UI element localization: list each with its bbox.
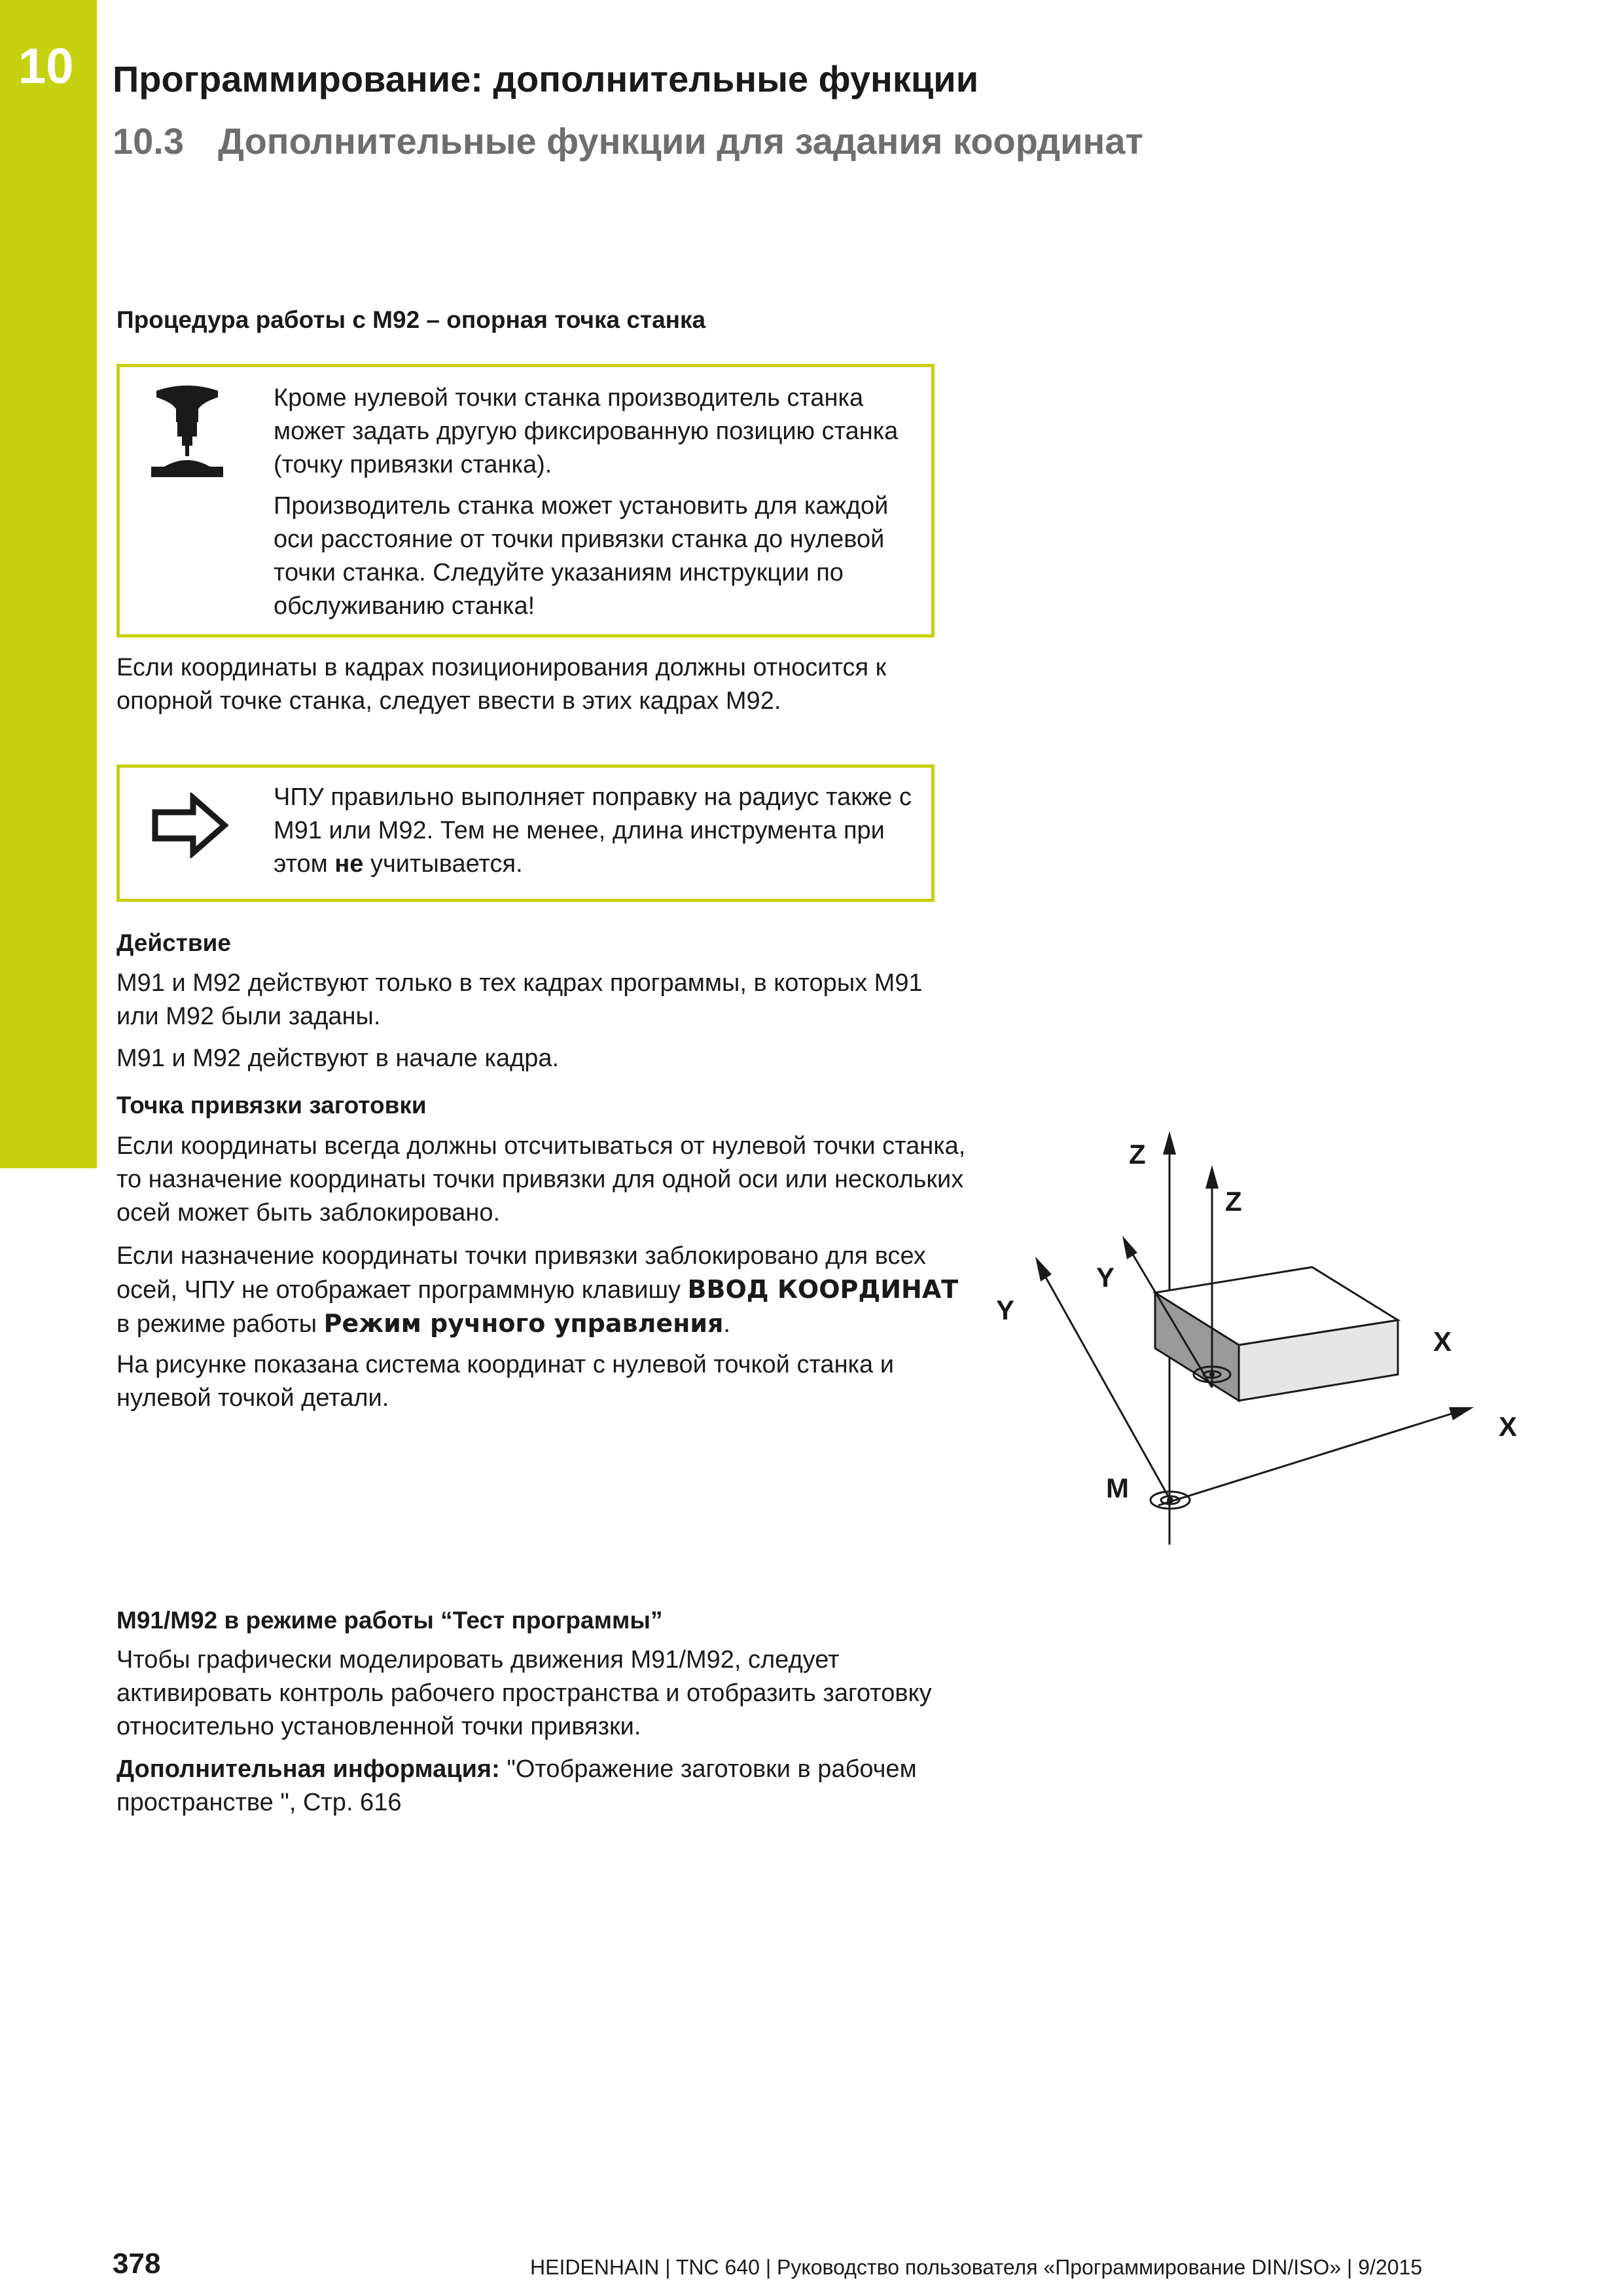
arrow-right-icon <box>151 793 230 861</box>
label-x-machine: X <box>1499 1411 1518 1442</box>
test-run-heading: M91/M92 в режиме работы “Тест программы” <box>116 1607 663 1634</box>
label-x-workpiece: X <box>1433 1326 1452 1357</box>
coordinate-system-figure <box>982 1126 1544 1574</box>
label-y-machine: Y <box>996 1295 1015 1325</box>
workpiece-heading: Точка привязки заготовки <box>116 1092 427 1119</box>
action-heading: Действие <box>116 929 231 956</box>
test-run-paragraph: Чтобы графически моделировать движения M91/M92, следует активировать контроль рабочего пространства и отобразить заготовку относительно установленной точки привязки. <box>116 1646 932 1740</box>
chapter-title: Программирование: дополнительные функции <box>113 58 979 99</box>
info-note-box <box>116 764 935 902</box>
label-z-workpiece: Z <box>1225 1186 1242 1217</box>
procedure-heading: Процедура работы с M92 – опорная точка станка <box>116 306 706 333</box>
machine-note-text <box>274 382 928 623</box>
workpiece-p2-part1: Если назначение координаты точки привязки заблокировано для всех осей, ЧПУ не отображает программную клавишу <box>116 1242 926 1304</box>
workpiece-paragraph-3: На рисунке показана система координат с нулевой точкой станка и нулевой точкой детали. <box>116 1351 894 1412</box>
workpiece-paragraph-2 <box>116 1240 967 1341</box>
machine-note-paragraph-2: Производитель станка может установить для каждой оси расстояние от точки привязки станка до нулевой точки станка. Следуйте указаниям инструкции по обслуживанию станка! <box>274 492 889 620</box>
machine-note-box <box>116 364 935 637</box>
chapter-side-bar <box>0 0 97 1168</box>
more-info-label: Дополнительная информация: <box>116 1755 500 1783</box>
info-note-text <box>274 781 928 881</box>
more-info-paragraph <box>116 1753 967 1820</box>
operating-mode-name: Режим ручного управления <box>323 1309 724 1338</box>
info-note-text-part2: учитывается. <box>363 850 523 878</box>
workpiece-p2-part3: . <box>723 1310 730 1338</box>
info-note-paragraph <box>274 781 928 881</box>
machine-note-paragraph-1: Кроме нулевой точки станка производитель станка может задать другую фиксированную позицию станка (точку привязки станка). <box>274 384 899 478</box>
label-y-workpiece: Y <box>1096 1262 1115 1293</box>
label-m: M <box>1106 1473 1129 1503</box>
workpiece-p2-part2: в режиме работы <box>116 1310 324 1338</box>
info-note-text-part1: ЧПУ правильно выполняет поправку на радиус также с M91 или M92. Тем не менее, длина инструмента при этом <box>274 783 912 878</box>
softkey-name: ВВОД КООРДИНАТ <box>687 1275 959 1304</box>
chapter-number: 10 <box>18 39 74 94</box>
footer-text: HEIDENHAIN | TNC 640 | Руководство пользователя «Программирование DIN/ISO» | 9/2015 <box>530 2255 1423 2279</box>
procedure-paragraph: Если координаты в кадрах позиционирования должны относится к опорной точке станка, следует ввести в этих кадрах M92. <box>116 654 887 715</box>
section-number: 10.3 <box>113 120 184 162</box>
section-title-text: Дополнительные функции для задания координат <box>218 120 1143 162</box>
label-z-machine: Z <box>1129 1139 1146 1170</box>
action-paragraph-2: M91 и M92 действуют в начале кадра. <box>116 1045 560 1072</box>
action-paragraph-1: M91 и M92 действуют только в тех кадрах программы, в которых M91 или M92 были заданы. <box>116 969 923 1030</box>
section-title <box>113 120 1143 162</box>
machine-tool-icon <box>151 383 223 484</box>
more-info-link[interactable]: "Отображение заготовки в рабочем пространстве ", Стр. 616 <box>116 1755 917 1816</box>
info-note-emphasis: не <box>334 850 364 878</box>
page-number: 378 <box>113 2248 161 2280</box>
workpiece-paragraph-1: Если координаты всегда должны отсчитываться от нулевой точки станка, то назначение координаты точки привязки для одной оси или нескольких осей может быть заблокировано. <box>116 1132 966 1227</box>
